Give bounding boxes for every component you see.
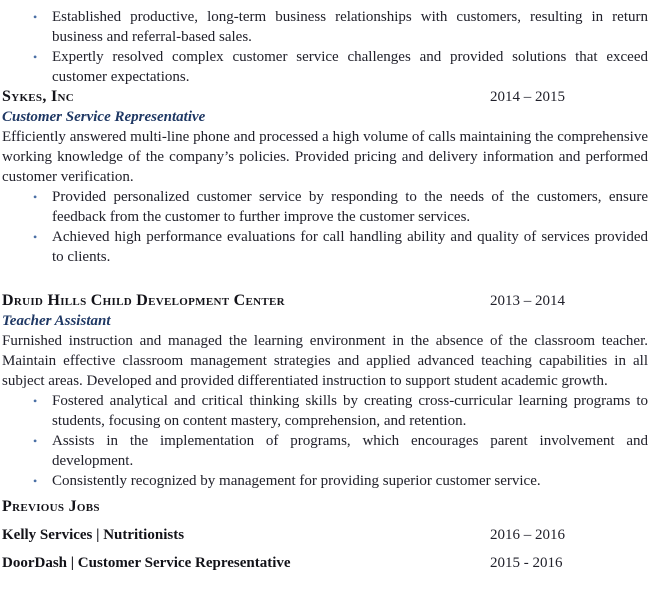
previous-job-dates: 2015 - 2016 (490, 555, 563, 571)
job-summary: Efficiently answered multi-line phone and processed a high volume of calls maintaining the comprehensive working knowledge of the company’s policies. Provided pricing and delivery information and performed customer verification. (2, 129, 648, 185)
list-item (2, 431, 648, 471)
list-item (2, 391, 648, 431)
list-item (2, 227, 648, 267)
bullet-icon: • (33, 474, 38, 488)
bullet-icon: • (33, 190, 38, 204)
previous-job-row (2, 525, 648, 545)
job-dates: 2013 – 2014 (490, 293, 565, 309)
job-title: Customer Service Representative (2, 109, 206, 125)
list-item (2, 187, 648, 227)
list-item (2, 7, 648, 47)
bullet-text: Consistently recognized by management for providing superior customer service. (52, 473, 541, 489)
bullet-icon: • (33, 50, 38, 64)
bullet-text: Provided personalized customer service by responding to the needs of the customers, ensure feedback from the customer to further improve the customer services. (52, 189, 648, 225)
bullet-icon: • (33, 394, 38, 408)
company-name: Sykes, Inc (2, 88, 74, 105)
job-summary: Furnished instruction and managed the learning environment in the absence of the classroom teacher. Maintain effective classroom management strategies and applied advanced teaching capabilities in all subject areas. Developed and provided differentiated instruction to support student academic growth. (2, 333, 648, 389)
previous-jobs-heading: Previous Jobs (2, 498, 100, 515)
job-bullet-list (2, 187, 648, 267)
job-dates: 2014 – 2015 (490, 89, 565, 105)
list-item (2, 47, 648, 87)
previous-job-name: DoorDash | Customer Service Representative (2, 555, 291, 571)
company-name: Druid Hills Child Development Center (2, 292, 285, 309)
previous-job-row (2, 553, 648, 573)
previous-job-dates: 2016 – 2016 (490, 527, 565, 543)
intro-bullet-list (2, 7, 648, 87)
bullet-text: Assists in the implementation of programs, which encourages parent involvement and development. (52, 433, 648, 469)
job-bullet-list (2, 391, 648, 491)
bullet-icon: • (33, 10, 38, 24)
previous-jobs-section (2, 497, 648, 573)
bullet-icon: • (33, 230, 38, 244)
list-item (2, 471, 648, 491)
job-section-sykes (2, 87, 648, 267)
bullet-text: Expertly resolved complex customer service challenges and provided solutions that exceed customer expectations. (52, 49, 648, 85)
bullet-text: Fostered analytical and critical thinking skills by creating cross-curricular learning programs to students, focusing on content mastery, comprehension, and retention. (52, 393, 648, 429)
bullet-text: Achieved high performance evaluations for call handling ability and quality of services provided to clients. (52, 229, 648, 265)
bullet-icon: • (33, 434, 38, 448)
job-header (2, 87, 648, 107)
job-section-druid-hills (2, 291, 648, 491)
bullet-text: Established productive, long-term business relationships with customers, resulting in return business and referral-based sales. (52, 9, 648, 45)
job-header (2, 291, 648, 311)
previous-job-name: Kelly Services | Nutritionists (2, 527, 185, 543)
job-title: Teacher Assistant (2, 313, 111, 329)
